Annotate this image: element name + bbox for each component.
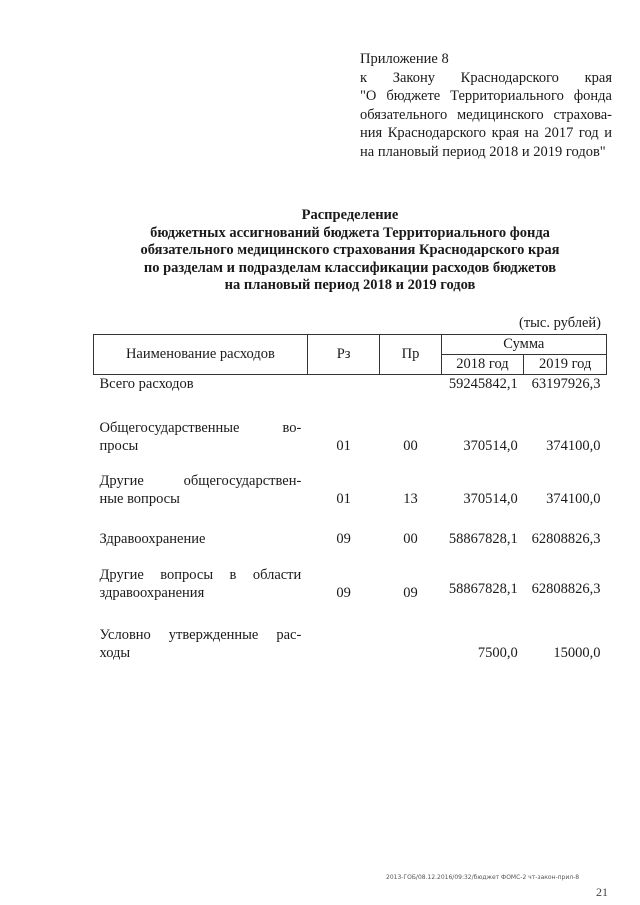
row-name-line: просы xyxy=(99,438,139,454)
row-pr: 09 xyxy=(403,585,418,601)
budget-table xyxy=(93,334,607,662)
title-line: на плановый период 2018 и 2019 годов xyxy=(224,277,476,293)
row-name xyxy=(94,602,308,662)
appendix-line: Приложение 8 xyxy=(360,51,449,67)
row-name-line: Всего расходов xyxy=(99,376,194,392)
row-rz xyxy=(307,602,380,662)
row-rz xyxy=(307,375,380,396)
row-2018: 370514,0 xyxy=(463,491,518,507)
row-pr xyxy=(380,602,441,662)
row-name-line: здравоохранения xyxy=(99,585,205,601)
row-2019: 62808826,3 xyxy=(531,581,601,597)
row-name-line: ные вопросы xyxy=(99,491,180,507)
header-rz: Рз xyxy=(307,335,380,375)
row-name-line: Другие вопросы в области xyxy=(99,567,302,583)
row-pr xyxy=(380,375,441,396)
appendix-line: на плановый период 2018 и 2019 годов" xyxy=(360,143,606,160)
title-line: обязательного медицинского страхования Краснодарского края xyxy=(140,242,560,258)
row-rz: 01 xyxy=(336,438,351,454)
row-2018: 370514,0 xyxy=(463,438,518,454)
table-row xyxy=(94,602,607,662)
row-rz: 01 xyxy=(336,491,351,507)
row-name-line: Здравоохранение xyxy=(99,531,206,547)
row-name xyxy=(94,508,308,548)
page-number: 21 xyxy=(596,885,608,899)
row-name xyxy=(94,395,308,455)
footer-file-code: 2013-ГОБ/08.12.2016/09:32/бюджет ФОМС-2 чт-закон-прил-8 xyxy=(386,874,580,881)
units-label: (тыс. рублей) xyxy=(519,315,601,331)
row-name-line: Условно утвержденные рас- xyxy=(99,627,302,643)
table-row xyxy=(94,375,607,396)
appendix-line: к Закону Краснодарского края xyxy=(360,69,612,86)
row-name xyxy=(94,455,308,508)
row-2018: 58867828,1 xyxy=(448,531,518,547)
row-2019: 374100,0 xyxy=(546,438,601,454)
table-row xyxy=(94,548,607,602)
row-pr: 13 xyxy=(403,491,418,507)
row-rz: 09 xyxy=(336,531,351,547)
table-row xyxy=(94,508,607,548)
row-pr: 00 xyxy=(403,438,418,454)
row-name xyxy=(94,375,308,396)
title-line: по разделам и подразделам классификации расходов бюджетов xyxy=(143,259,557,276)
header-year-2019: 2019 год xyxy=(524,355,607,375)
row-name-line: Другие общегосударствен- xyxy=(99,473,302,489)
header-year-2018: 2018 год xyxy=(441,355,524,375)
appendix-line: "О бюджете Территориального фонда xyxy=(360,88,612,104)
title-line: бюджетных ассигнований бюджета Территориального фонда xyxy=(150,224,550,241)
row-name xyxy=(94,548,308,602)
table-row xyxy=(94,455,607,508)
row-2019: 15000,0 xyxy=(553,645,601,661)
row-2019: 63197926,3 xyxy=(531,376,601,392)
title-line: Распределение xyxy=(301,207,399,223)
header-sum: Сумма xyxy=(441,335,606,355)
row-2018: 7500,0 xyxy=(477,645,518,661)
header-pr: Пр xyxy=(380,335,441,375)
table-body xyxy=(94,375,607,663)
row-2019: 374100,0 xyxy=(546,491,601,507)
row-name-line: ходы xyxy=(99,645,131,661)
row-2018: 59245842,1 xyxy=(448,376,518,392)
row-2018: 58867828,1 xyxy=(448,581,518,597)
appendix-line: обязательного медицинского страхова- xyxy=(360,106,612,123)
row-pr: 00 xyxy=(403,531,418,547)
appendix-line: ния Краснодарского края на 2017 год и xyxy=(360,125,612,141)
row-name-line: Общегосударственные во- xyxy=(99,420,302,436)
row-rz: 09 xyxy=(336,585,351,601)
appendix-header xyxy=(360,50,612,161)
table-header xyxy=(94,335,607,375)
header-name: Наименование расходов xyxy=(94,335,308,375)
document-title xyxy=(90,207,610,295)
row-2019: 62808826,3 xyxy=(531,531,601,547)
table-row xyxy=(94,395,607,455)
